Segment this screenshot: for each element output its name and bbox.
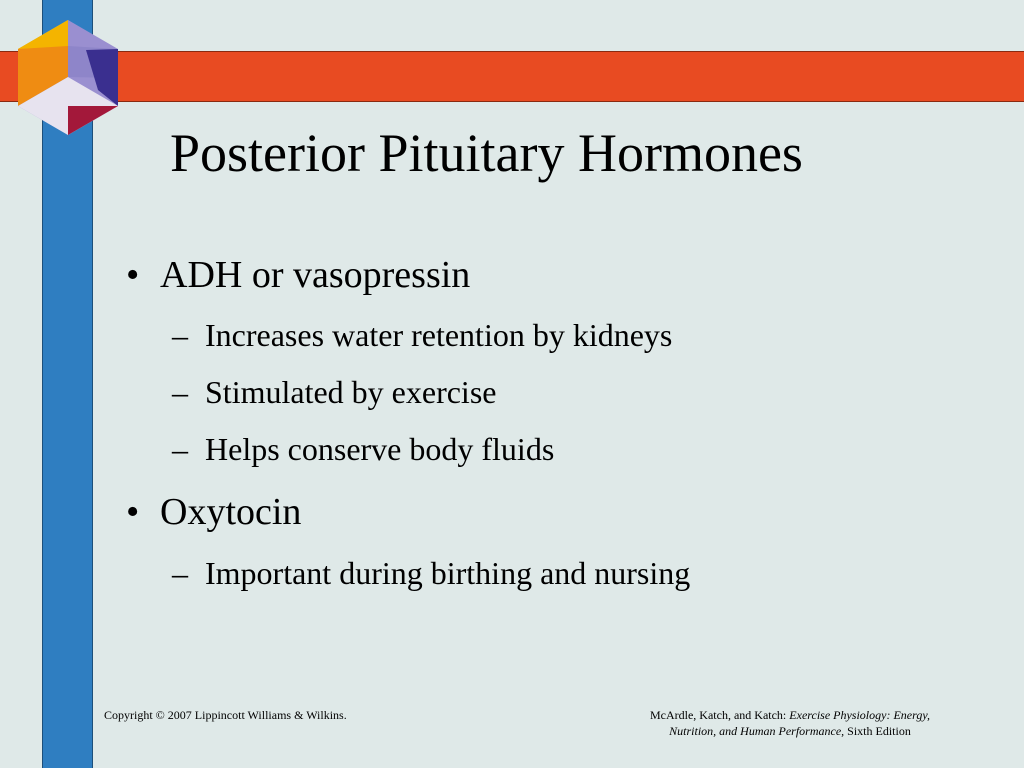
header-accent-bar: [0, 51, 1024, 102]
bullet-text: ADH or vasopressin: [160, 254, 471, 296]
sub-bullet-item: [172, 429, 554, 469]
sub-bullet-text: Stimulated by exercise: [205, 374, 497, 410]
dash-marker: –: [172, 374, 188, 410]
sub-bullet-item: [172, 553, 690, 593]
bullet-text: Oxytocin: [160, 491, 302, 533]
bullet-item: [126, 489, 301, 535]
citation-title-line1: Exercise Physiology: Energy,: [789, 708, 931, 722]
dash-marker: –: [172, 555, 188, 591]
sub-bullet-text: Helps conserve body fluids: [205, 431, 555, 467]
bullet-item: [126, 252, 470, 298]
sub-bullet-item: [172, 372, 496, 412]
bullet-marker: •: [126, 491, 140, 533]
copyright-text: Copyright © 2007 Lippincott Williams & Wilkins.: [104, 708, 347, 722]
cube-logo-icon: [14, 16, 122, 138]
sub-bullet-text: Important during birthing and nursing: [205, 555, 691, 591]
citation-edition: Sixth Edition: [847, 724, 911, 738]
bullet-marker: •: [126, 254, 140, 296]
sub-bullet-text: Increases water retention by kidneys: [205, 317, 673, 353]
slide-title: Posterior Pituitary Hormones: [170, 123, 803, 183]
sub-bullet-item: [172, 315, 672, 355]
citation-authors: McArdle, Katch, and Katch:: [649, 708, 787, 722]
citation-title-line2: Nutrition, and Human Performance,: [669, 724, 845, 738]
citation-text: [600, 707, 980, 739]
dash-marker: –: [172, 317, 188, 353]
dash-marker: –: [172, 431, 188, 467]
